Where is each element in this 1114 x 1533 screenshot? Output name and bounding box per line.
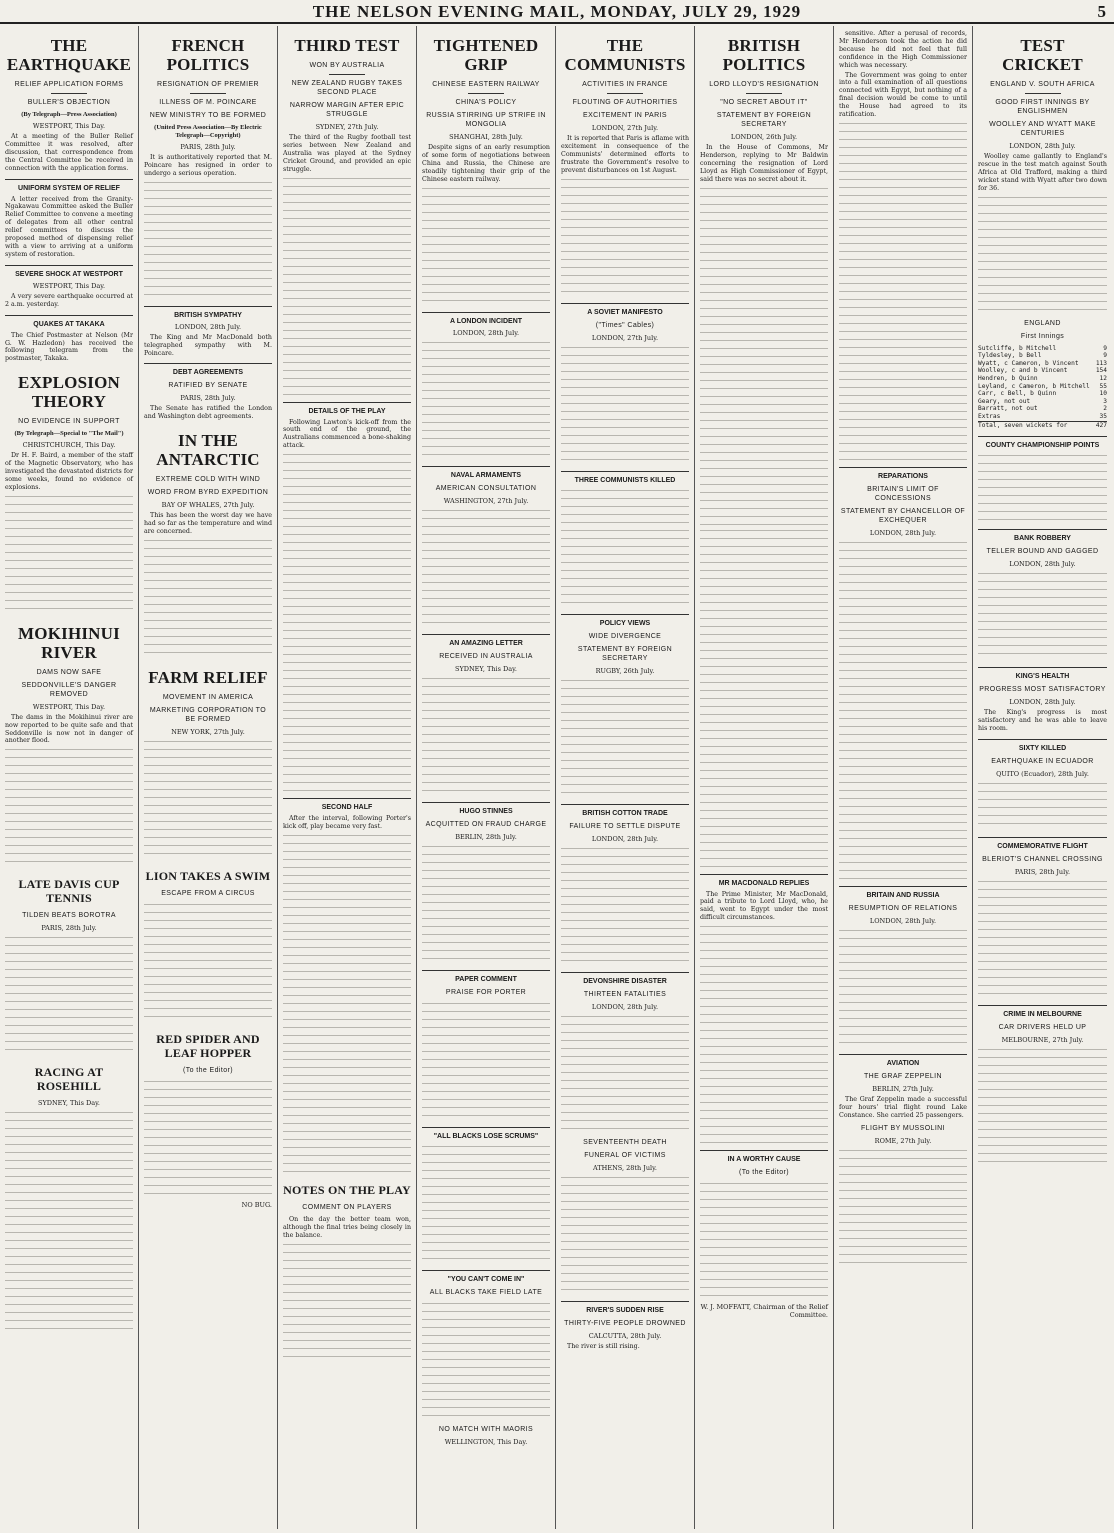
subheading: NAVAL ARMAMENTS [422, 466, 550, 480]
text-filler [5, 747, 133, 867]
dateline: BAY OF WHALES, 27th July. [161, 501, 255, 510]
subheading: "YOU CAN'T COME IN" [422, 1270, 550, 1284]
deck: COMMENT ON PLAYERS [302, 1203, 392, 1211]
deck: RESUMPTION OF RELATIONS [848, 904, 958, 912]
score-row [978, 398, 1107, 406]
batsman: Barratt, not out [978, 405, 1038, 413]
headline-mokihinui: MOKIHINUI RIVER [18, 623, 120, 662]
deck: FAILURE TO SETTLE DISPUTE [569, 822, 681, 830]
deck: ENGLAND V. SOUTH AFRICA [990, 81, 1095, 88]
text-filler [5, 935, 133, 1055]
dateline: LONDON, 28th July. [174, 322, 242, 331]
runs: 55 [1099, 382, 1107, 390]
deck: PRAISE FOR PORTER [445, 988, 527, 996]
column-5 [556, 26, 695, 1529]
deck: CAR DRIVERS HELD UP [998, 1023, 1087, 1031]
text-filler [839, 928, 967, 1048]
runs: 113 [1095, 359, 1107, 367]
article-text: The King and Mr MacDonald both telegraphed sympathy with M. Poincare. [144, 333, 272, 357]
subheading: AVIATION [839, 1054, 967, 1068]
subheading: DEVONSHIRE DISASTER [561, 972, 689, 986]
text-filler [144, 1079, 272, 1199]
dateline: CALCUTTA, 28th July. [588, 1331, 662, 1340]
dateline: LONDON, 28th July. [1009, 560, 1076, 569]
subheading: POLICY VIEWS [561, 614, 689, 628]
deck: EXTREME COLD WITH WIND [155, 476, 261, 484]
subheading: SIXTY KILLED [978, 739, 1107, 753]
runs: 10 [1099, 390, 1107, 398]
batsman: Wyatt, c Cameron, b Vincent [978, 359, 1079, 367]
article-text: It is reported that Paris is aflame with excitement in consequence of the Communists' determined efforts to frustrate the Government's resolve to prevent disturbances on 1st August. [561, 135, 689, 174]
deck: SEDDONVILLE'S DANGER REMOVED [21, 681, 117, 698]
deck: WON BY AUSTRALIA [309, 62, 385, 69]
credit: (By Telegraph—Press Association) [21, 111, 117, 118]
dateline: LONDON, 28th July. [591, 834, 659, 843]
article-text: On the day the better team won, although the final tries being closely in the balance. [283, 1215, 411, 1239]
score-title: ENGLAND [1024, 319, 1061, 327]
score-row [978, 413, 1107, 421]
text-filler [144, 902, 272, 1022]
dateline: LONDON, 28th July. [452, 328, 520, 337]
article-text: At a meeting of the Buller Relief Committee it was resolved, after discussion, that correspondence from the Central Committee be received in connection with the application forms. [5, 133, 133, 172]
subheading: COMMEMORATIVE FLIGHT [978, 837, 1107, 851]
headline-notes-on-play: NOTES ON THE PLAY [283, 1182, 411, 1197]
headline-lion: LION TAKES A SWIM [145, 868, 271, 883]
subheading: DEBT AGREEMENTS [144, 363, 272, 377]
score-row [978, 352, 1107, 360]
article-text: The third of the Rugby football test series between New Zealand and Australia was played at the Sydney Cricket Ground, and provided an epic struggle. [283, 134, 411, 173]
deck: NO MATCH WITH MAORIS [438, 1425, 534, 1433]
deck: ILLNESS OF M. POINCARE [159, 99, 257, 106]
column-8 [973, 26, 1112, 1529]
deck: NEW MINISTRY TO BE FORMED [149, 112, 267, 119]
deck: SEVENTEENTH DEATH [583, 1138, 667, 1146]
article-text: Despite signs of an early resumption of some form of negotiations between China and Russia, the Chinese are steadily tightening their grip of the Chinese eastern railway. [422, 144, 550, 183]
dateline: LONDON, 28th July. [869, 528, 937, 537]
column-1 [0, 26, 139, 1529]
subheading: "ALL BLACKS LOSE SCRUMS" [422, 1127, 550, 1141]
article-text: The King's progress is most satisfactory and he was able to leave his room. [978, 709, 1107, 732]
runs: 35 [1099, 412, 1107, 420]
deck: ACTIVITIES IN FRANCE [582, 81, 668, 88]
subheading: BANK ROBBERY [978, 529, 1107, 543]
text-filler [978, 879, 1107, 999]
score-row [978, 390, 1107, 398]
column-7 [834, 26, 973, 1529]
batsman: Hendren, b Quinn [978, 374, 1038, 382]
score-row [978, 360, 1107, 368]
dateline: NEW YORK, 27th July. [171, 727, 245, 736]
dateline: RUGBY, 26th July. [595, 666, 655, 675]
headline-red-spider: RED SPIDER AND LEAF HOPPER [156, 1031, 260, 1060]
headline-explosion: EXPLOSION THEORY [18, 373, 120, 412]
subheading: SECOND HALF [283, 798, 411, 812]
deck: PROGRESS MOST SATISFACTORY [979, 686, 1106, 694]
credit: (By Telegraph—Special to "The Mail") [14, 430, 124, 438]
dateline: WESTPORT, This Day. [32, 281, 106, 290]
deck: NO EVIDENCE IN SUPPORT [18, 418, 120, 426]
divider [190, 93, 226, 94]
deck: EARTHQUAKE IN ECUADOR [991, 757, 1094, 765]
deck: BRITAIN'S LIMIT OF CONCESSIONS [867, 485, 939, 502]
deck: CHINA'S POLICY [455, 99, 517, 106]
text-filler [5, 494, 133, 614]
text-filler [700, 528, 828, 868]
deck: TELLER BOUND AND GAGGED [986, 548, 1099, 556]
deck: CHINESE EASTERN RAILWAY [432, 81, 540, 88]
deck: BLERIOT'S CHANNEL CROSSING [982, 855, 1103, 863]
subheading: SEVERE SHOCK AT WESTPORT [5, 265, 133, 279]
text-filler [700, 1181, 828, 1301]
dateline: BERLIN, 27th July. [872, 1084, 934, 1093]
headline-davis-cup: LATE DAVIS CUP TENNIS [18, 877, 120, 906]
text-filler [144, 180, 272, 300]
deck: FLOUTING OF AUTHORITIES [572, 99, 678, 106]
subheading: RIVER'S SUDDEN RISE [561, 1301, 689, 1315]
dateline: CHRISTCHURCH, This Day. [22, 441, 116, 450]
dateline: LONDON, 26th July. [730, 133, 798, 141]
headline-test-cricket: TEST CRICKET [1002, 36, 1083, 74]
subheading: DETAILS OF THE PLAY [283, 402, 411, 416]
deck: RELIEF APPLICATION FORMS [14, 81, 124, 88]
score-row [978, 367, 1107, 375]
article-text: The Government was going to enter into a full examination of all questions connected with Egypt, but nothing of a final decision would be come to until the House had agreed to its ratification. [839, 71, 967, 119]
headline-communists: THE COMMUNISTS [564, 36, 686, 74]
deck: (To the Editor) [739, 1169, 789, 1177]
dateline: PARIS, 28th July. [1014, 867, 1071, 876]
runs: 2 [1103, 405, 1107, 413]
deck: WIDE DIVERGENCE [588, 632, 662, 640]
deck: THIRTY-FIVE PEOPLE DROWNED [564, 1319, 686, 1327]
headline-earthquake: THE EARTHQUAKE [6, 36, 132, 74]
batsman: Tyldesley, b Bell [978, 352, 1042, 360]
divider [607, 93, 643, 94]
deck: FUNERAL OF VICTIMS [584, 1151, 666, 1159]
headline-farm-relief: FARM RELIEF [148, 667, 268, 687]
article-text: The Chief Postmaster at Nelson (Mr G. W. Hazledon) has received the following telegram from the postmaster, Takaka. [5, 331, 133, 363]
dateline: SHANGHAI, 28th July. [449, 133, 523, 141]
deck: NARROW MARGIN AFTER EPIC STRUGGLE [289, 102, 405, 118]
headline-british-politics: BRITISH POLITICS [722, 36, 806, 74]
dateline: BERLIN, 28th July. [455, 832, 517, 841]
dateline: QUITO (Ecuador), 28th July. [996, 769, 1089, 778]
article-text: A letter received from the Granity-Ngakawau Committee asked the Buller Relief Committee to convene a meeting of delegates from all other central relief committees to discuss the proposed method of dispensing relief with a view to arriving at a uniform system of restoration. [5, 195, 133, 258]
text-filler [978, 781, 1107, 831]
deck: "NO SECRET ABOUT IT" [720, 99, 808, 106]
article-text: In the House of Commons, Mr Henderson, replying to Mr Baldwin concerning the resignation of Lord Lloyd as High Commissioner of Egypt, said there was no secret about it. [700, 144, 828, 183]
headline-french-politics: FRENCH POLITICS [166, 36, 250, 74]
deck: AMERICAN CONSULTATION [435, 484, 537, 492]
text-filler [978, 195, 1107, 315]
text-filler [839, 121, 967, 461]
text-filler [422, 1144, 550, 1264]
subheading: HUGO STINNES [422, 802, 550, 816]
article-text: It is authoritatively reported that M. Poincare has resigned in order to undergo a serious operation. [144, 154, 272, 177]
headline-antarctic: IN THE ANTARCTIC [156, 431, 260, 470]
total-label: Total, seven wickets for [978, 422, 1068, 430]
dateline: LONDON, 28th July. [1009, 698, 1076, 707]
text-filler [561, 846, 689, 966]
column-6 [695, 26, 834, 1529]
subheading: BRITAIN AND RUSSIA [839, 886, 967, 900]
subheading: BRITISH COTTON TRADE [561, 804, 689, 818]
runs: 12 [1099, 374, 1107, 382]
text-filler [561, 678, 689, 798]
batsman: Geary, not out [978, 397, 1031, 405]
runs: 9 [1103, 344, 1107, 352]
article-text: Woolley came gallantly to England's rescue in the test match against South Africa at Old Trafford, making a third wicket stand with Wyatt after two down for 36. [978, 153, 1107, 192]
subheading: IN A WORTHY CAUSE [700, 1150, 828, 1164]
subheading: A LONDON INCIDENT [422, 312, 550, 326]
batsman: Extras [978, 412, 1001, 420]
deck: NEW ZEALAND RUGBY TAKES SECOND PLACE [291, 80, 403, 96]
score-subtitle: First Innings [1020, 332, 1065, 340]
dateline: SYDNEY, This Day. [38, 1099, 100, 1108]
text-filler [978, 1047, 1107, 1167]
dateline: ATHENS, 28th July. [592, 1163, 657, 1172]
deck: ALL BLACKS TAKE FIELD LATE [429, 1288, 543, 1296]
batsman: Sutcliffe, b Mitchell [978, 344, 1057, 352]
text-filler [422, 186, 550, 306]
deck: STATEMENT BY FOREIGN SECRETARY [716, 112, 812, 128]
text-filler [561, 488, 689, 608]
dateline: SYDNEY, This Day. [455, 664, 517, 673]
text-filler [978, 571, 1107, 661]
deck: THE GRAF ZEPPELIN [864, 1072, 942, 1080]
text-filler [422, 844, 550, 964]
deck: WOOLLEY AND WYATT MAKE CENTURIES [989, 121, 1096, 137]
batsman: Woolley, c and b Vincent [978, 367, 1068, 375]
deck: RECEIVED IN AUSTRALIA [439, 652, 533, 660]
score-row [978, 375, 1107, 383]
article-text: sensitive. After a perusal of records, Mr Henderson took the action he did because he did not feel that full confidence in the High Commissioner which was necessary. [839, 30, 967, 69]
article-text: The Prime Minister, Mr MacDonald, paid a tribute to Lord Lloyd, who, he said, went to Egypt under the most difficult circumstances. [700, 890, 828, 922]
text-filler [839, 540, 967, 880]
text-filler [283, 452, 411, 792]
subheading: PAPER COMMENT [422, 970, 550, 984]
batsman: Leyland, c Cameron, b Mitchell [978, 382, 1090, 390]
article-text: The Senate has ratified the London and Washington debt agreements. [144, 405, 272, 421]
deck: ("Times" Cables) [595, 321, 655, 329]
dateline: LONDON, 28th July. [1009, 142, 1076, 150]
text-filler [5, 1110, 133, 1330]
text-filler [283, 833, 411, 1173]
article-text: Dr H. F. Baird, a member of the staff of the Magnetic Observatory, who has investigated the devastated districts for some weeks, found no evidence of explosions. [5, 452, 133, 491]
divider [329, 74, 365, 75]
signature: W. J. MOFFATT, Chairman of the Relief Committee. [700, 1303, 828, 1320]
text-filler [422, 676, 550, 796]
masthead [0, 0, 1114, 24]
dateline: LONDON, 28th July. [869, 916, 937, 925]
deck: WORD FROM BYRD EXPEDITION [147, 489, 269, 497]
deck: STATEMENT BY CHANCELLOR OF EXCHEQUER [840, 507, 966, 524]
dateline: WESTPORT, This Day. [32, 702, 106, 711]
signature: NO BUG. [241, 1200, 272, 1209]
article-text: This has been the worst day we have had so far as the temperature and wind are concerned. [144, 512, 272, 536]
subheading: REPARATIONS [839, 467, 967, 481]
headline-third-test: THIRD TEST [294, 36, 400, 55]
subheading: COUNTY CHAMPIONSHIP POINTS [978, 436, 1107, 450]
text-filler [700, 186, 828, 526]
deck: RUSSIA STIRRING UP STRIFE IN MONGOLIA [426, 112, 546, 128]
score-row [978, 405, 1107, 413]
dateline: WASHINGTON, 27th July. [443, 496, 529, 505]
dateline: MELBOURNE, 27th July. [1001, 1035, 1084, 1044]
subheading: BRITISH SYMPATHY [144, 306, 272, 320]
subheading: KING'S HEALTH [978, 667, 1107, 681]
dateline: LONDON, 27th July. [591, 333, 659, 342]
column-4 [417, 26, 556, 1529]
score-row [978, 345, 1107, 353]
masthead-title: THE NELSON EVENING MAIL, MONDAY, JULY 29, 1929 [312, 2, 802, 21]
deck: (To the Editor) [183, 1066, 233, 1074]
article-text: Following Lawton's kick-off from the south end of the ground, the Australians commenced a bone-shaking attack. [283, 418, 411, 450]
text-filler [561, 177, 689, 297]
deck: EXCITEMENT IN PARIS [583, 112, 667, 119]
text-filler [422, 1001, 550, 1121]
deck: LORD LLOYD'S RESIGNATION [709, 81, 819, 88]
divider [51, 93, 87, 94]
text-filler [561, 1175, 689, 1295]
deck: MARKETING CORPORATION TO BE FORMED [149, 706, 267, 723]
divider [746, 93, 782, 94]
text-filler [422, 340, 550, 460]
text-filler [144, 739, 272, 859]
subheading: AN AMAZING LETTER [422, 634, 550, 648]
deck: FLIGHT BY MUSSOLINI [861, 1124, 945, 1132]
dateline: SYDNEY, 27th July. [315, 123, 379, 131]
dateline: PARIS, 28th July. [41, 924, 97, 933]
dateline: PARIS, 28th July. [180, 143, 236, 151]
text-filler [561, 1014, 689, 1134]
article-text: The dams in the Mokihinui river are now reported to be quite safe and that Seddonville is now not in danger of another flood. [5, 713, 133, 745]
subheading: A SOVIET MANIFESTO [561, 303, 689, 317]
text-filler [700, 924, 828, 1144]
dateline: WELLINGTON, This Day. [444, 1437, 528, 1446]
subheading: MR MACDONALD REPLIES [700, 874, 828, 888]
score-row [978, 383, 1107, 391]
text-filler [839, 1148, 967, 1268]
subheading: THREE COMMUNISTS KILLED [561, 471, 689, 485]
article-text: The Graf Zeppelin made a successful four hours' trial flight round Lake Constance. She carried 25 passengers. [839, 1095, 967, 1119]
runs: 3 [1103, 397, 1107, 405]
runs: 154 [1095, 367, 1107, 375]
divider [468, 93, 504, 94]
text-filler [283, 1242, 411, 1362]
text-filler [144, 538, 272, 658]
subheading: QUAKES AT TAKAKA [5, 315, 133, 329]
text-filler [422, 508, 550, 628]
deck: GOOD FIRST INNINGS BY ENGLISHMEN [995, 99, 1090, 115]
subheading: UNIFORM SYSTEM OF RELIEF [5, 179, 133, 193]
deck: BULLER'S OBJECTION [27, 99, 111, 106]
credit: (United Press Association—By Electric Telegraph—Copyright) [154, 124, 262, 139]
article-text: The river is still rising. [567, 1342, 640, 1350]
text-filler [422, 1301, 550, 1421]
headline-tightened-grip: TIGHTENED GRIP [433, 36, 539, 74]
dateline: ROME, 27th July. [874, 1136, 932, 1145]
deck: MOVEMENT IN AMERICA [162, 693, 254, 701]
deck: ESCAPE FROM A CIRCUS [161, 889, 255, 897]
total-runs: 427 [1095, 422, 1107, 430]
text-filler [978, 453, 1107, 523]
column-3 [278, 26, 417, 1529]
deck: DAMS NOW SAFE [36, 668, 102, 676]
column-2 [139, 26, 278, 1529]
divider [1025, 93, 1061, 94]
text-filler [561, 345, 689, 465]
subheading: CRIME IN MELBOURNE [978, 1005, 1107, 1019]
dateline: PARIS, 28th July. [180, 394, 236, 403]
batsman: Carr, c Bell, b Quinn [978, 390, 1057, 398]
runs: 9 [1103, 352, 1107, 360]
text-filler [283, 176, 411, 396]
deck: TILDEN BEATS BOROTRA [22, 912, 116, 920]
columns [0, 26, 1114, 1529]
article-text: After the interval, following Porter's kick off, play became very fast. [283, 815, 411, 831]
page-number: 5 [1097, 2, 1106, 21]
deck: ACQUITTED ON FRAUD CHARGE [425, 820, 547, 828]
dateline: LONDON, 28th July. [591, 1002, 659, 1011]
article-text: A very severe earthquake occurred at 2 a.m. yesterday. [5, 292, 133, 308]
score-total [978, 421, 1107, 430]
headline-racing: RACING AT ROSEHILL [34, 1065, 104, 1094]
dateline: WESTPORT, This Day. [32, 122, 106, 130]
deck: THIRTEEN FATALITIES [583, 990, 667, 998]
deck: STATEMENT BY FOREIGN SECRETARY [577, 645, 673, 662]
scorecard [978, 345, 1107, 431]
dateline: LONDON, 27th July. [591, 124, 659, 132]
deck: RATIFIED BY SENATE [168, 382, 248, 390]
deck: RESIGNATION OF PREMIER [156, 81, 259, 88]
